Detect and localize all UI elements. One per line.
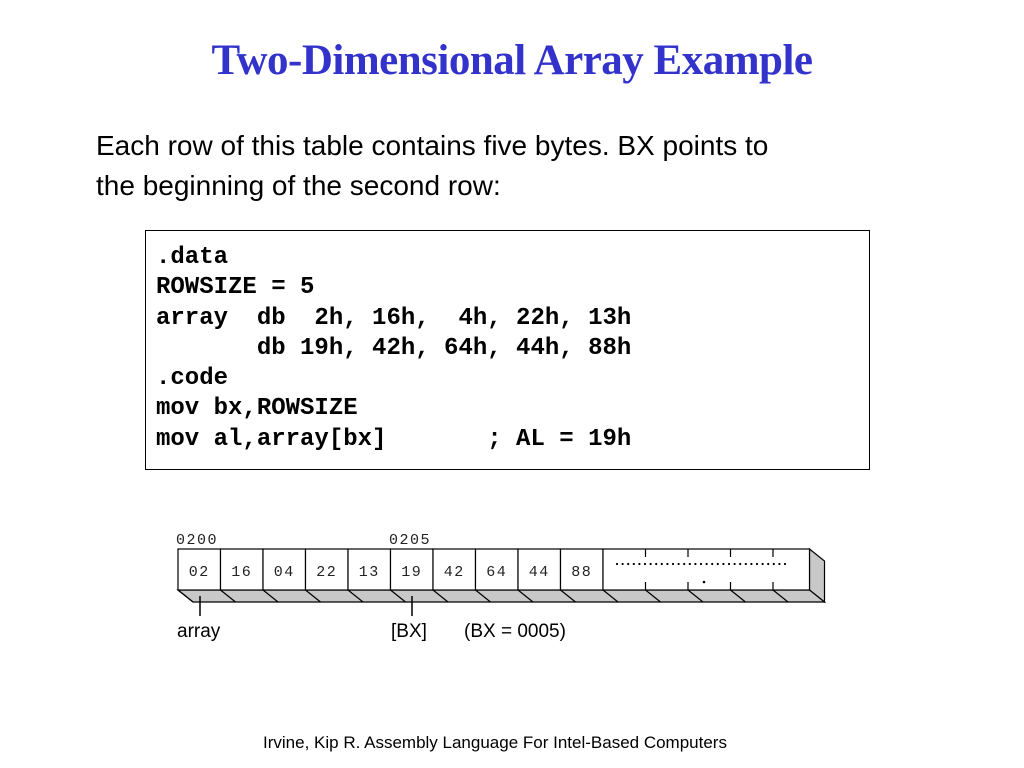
address-label-row2: 0205: [389, 532, 432, 549]
citation-footer: Irvine, Kip R. Assembly Language For Intel-Based Computers: [263, 733, 727, 752]
continuation-dot: [616, 563, 618, 565]
continuation-dot: [644, 563, 646, 565]
continuation-dot: [678, 563, 680, 565]
bx-value-label: (BX = 0005): [464, 621, 566, 642]
slide-title: Two-Dimensional Array Example: [211, 37, 813, 84]
continuation-dot: [711, 563, 713, 565]
continuation-dot: [734, 563, 736, 565]
continuation-dot: [661, 563, 663, 565]
intro-text: [96, 126, 946, 206]
continuation-dot: [683, 563, 685, 565]
continuation-dot: [627, 563, 629, 565]
continuation-dot: [773, 563, 775, 565]
continuation-dot: [694, 563, 696, 565]
memory-cell-value: 16: [231, 564, 253, 581]
memory-cells: [178, 549, 810, 590]
code-line: mov al,array[bx] ; AL = 19h: [156, 425, 632, 453]
code-line: ROWSIZE = 5: [156, 274, 315, 302]
code-line: array db 2h, 16h, 4h, 22h, 13h: [156, 304, 632, 332]
code-line: .code: [156, 365, 229, 393]
continuation-dot: [638, 563, 640, 565]
bx-label: [BX]: [391, 621, 427, 642]
continuation-dot: [778, 563, 780, 565]
continuation-dot: [703, 581, 706, 584]
continuation-dot: [722, 563, 724, 565]
address-label-start: 0200: [176, 532, 219, 549]
continuation-dot: [739, 563, 741, 565]
continuation-dot: [784, 563, 786, 565]
memory-cell-value: 04: [273, 564, 295, 581]
memory-cell-value: 13: [358, 564, 380, 581]
continuation-dot: [762, 563, 764, 565]
continuation-dot: [689, 563, 691, 565]
continuation-dot: [633, 563, 635, 565]
memory-diagram: [0, 520, 1024, 650]
array-label: array: [177, 621, 221, 642]
intro-line-2: the beginning of the second row:: [96, 170, 501, 201]
continuation-dot: [756, 563, 758, 565]
continuation-dot: [622, 563, 624, 565]
memory-cell-value: 42: [443, 564, 465, 581]
memory-cell-value: 44: [528, 564, 550, 581]
memory-cell-value: 22: [316, 564, 338, 581]
continuation-dot: [655, 563, 657, 565]
memory-cell-value: 88: [571, 564, 593, 581]
continuation-dot: [700, 563, 702, 565]
continuation-dot: [672, 563, 674, 565]
memory-cell-value: 19: [401, 564, 423, 581]
code-line: db 19h, 42h, 64h, 44h, 88h: [156, 334, 632, 362]
continuation-dot: [650, 563, 652, 565]
continuation-dot: [728, 563, 730, 565]
continuation-dot: [706, 563, 708, 565]
code-line: mov bx,ROWSIZE: [156, 395, 358, 423]
intro-line-1: Each row of this table contains five bytes. BX points to: [96, 130, 769, 161]
code-line: .data: [156, 244, 229, 271]
memory-cell-value: 02: [188, 564, 210, 581]
continuation-dot: [767, 563, 769, 565]
continuation-dot: [750, 563, 752, 565]
continuation-dot: [666, 563, 668, 565]
memory-continuation-region: [603, 549, 810, 590]
memory-cell-value: 64: [486, 564, 508, 581]
code-block: [145, 230, 870, 470]
continuation-dot: [745, 563, 747, 565]
continuation-dot: [717, 563, 719, 565]
